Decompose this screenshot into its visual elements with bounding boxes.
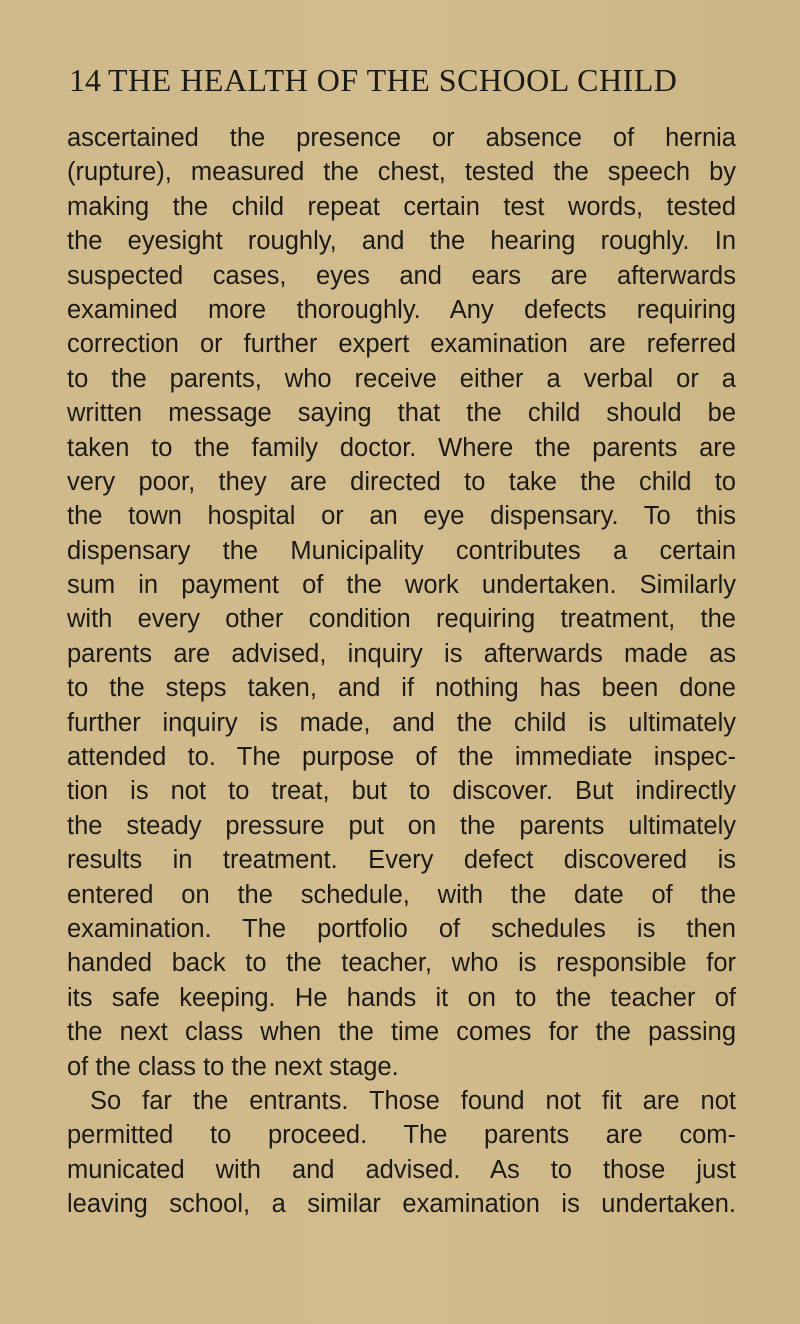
text-line: of the class to the next stage. (67, 1052, 399, 1081)
text-line: very poor, they are directed to take the child to (67, 467, 736, 496)
text-line: municated with and advised. As to those just (67, 1155, 736, 1184)
text-line: results in treatment. Every defect discovered is (67, 846, 736, 875)
text-line: ascertained the presence or absence of hernia (67, 124, 736, 152)
text-line: the town hospital or an eye dispensary. To this (67, 502, 736, 531)
text-line: entered on the schedule, with the date of the (67, 880, 736, 909)
text-line: sum in payment of the work undertaken. Similarly (67, 571, 736, 600)
text-line: (rupture), measured the chest, tested the speech by (67, 158, 736, 187)
text-line: suspected cases, eyes and ears are afterwards (67, 261, 736, 290)
text-line: taken to the family doctor. Where the parents are (67, 433, 736, 462)
text-line: to the steps taken, and if nothing has been done (67, 674, 736, 703)
text-line: the eyesight roughly, and the hearing roughly. In (67, 227, 736, 256)
text-line: written message saying that the child should be (67, 399, 736, 428)
text-line: examination. The portfolio of schedules is then (67, 914, 736, 943)
text-line: dispensary the Municipality contributes a certain (67, 536, 736, 565)
text-line: So far the entrants. Those found not fit are not (90, 1086, 736, 1115)
running-head: THE HEALTH OF THE SCHOOL CHILD (108, 62, 678, 98)
text-line: leaving school, a similar examination is undertaken. (67, 1190, 736, 1219)
text-line: the steady pressure put on the parents ultimately (67, 811, 736, 840)
text-line: parents are advised, inquiry is afterwards made as (67, 639, 736, 668)
page-header (0, 60, 800, 100)
text-line: examined more thoroughly. Any defects requiring (67, 295, 736, 324)
text-line: further inquiry is made, and the child is ultimately (67, 708, 736, 737)
text-line: making the child repeat certain test words, tested (67, 192, 736, 221)
text-line: with every other condition requiring treatment, the (67, 605, 736, 634)
text-line: permitted to proceed. The parents are com- (67, 1121, 736, 1150)
text-line: handed back to the teacher, who is responsible for (67, 949, 736, 978)
text-line: attended to. The purpose of the immediate inspec- (67, 743, 736, 772)
text-line: to the parents, who receive either a verbal or a (67, 364, 736, 393)
text-line: correction or further expert examination are referred (67, 330, 736, 359)
text-line: its safe keeping. He hands it on to the teacher of (67, 983, 736, 1012)
text-line: tion is not to treat, but to discover. But indirectly (67, 777, 736, 806)
page-number: 14 (69, 62, 101, 98)
text-line: the next class when the time comes for the passing (67, 1018, 736, 1047)
body-text (67, 121, 736, 1222)
